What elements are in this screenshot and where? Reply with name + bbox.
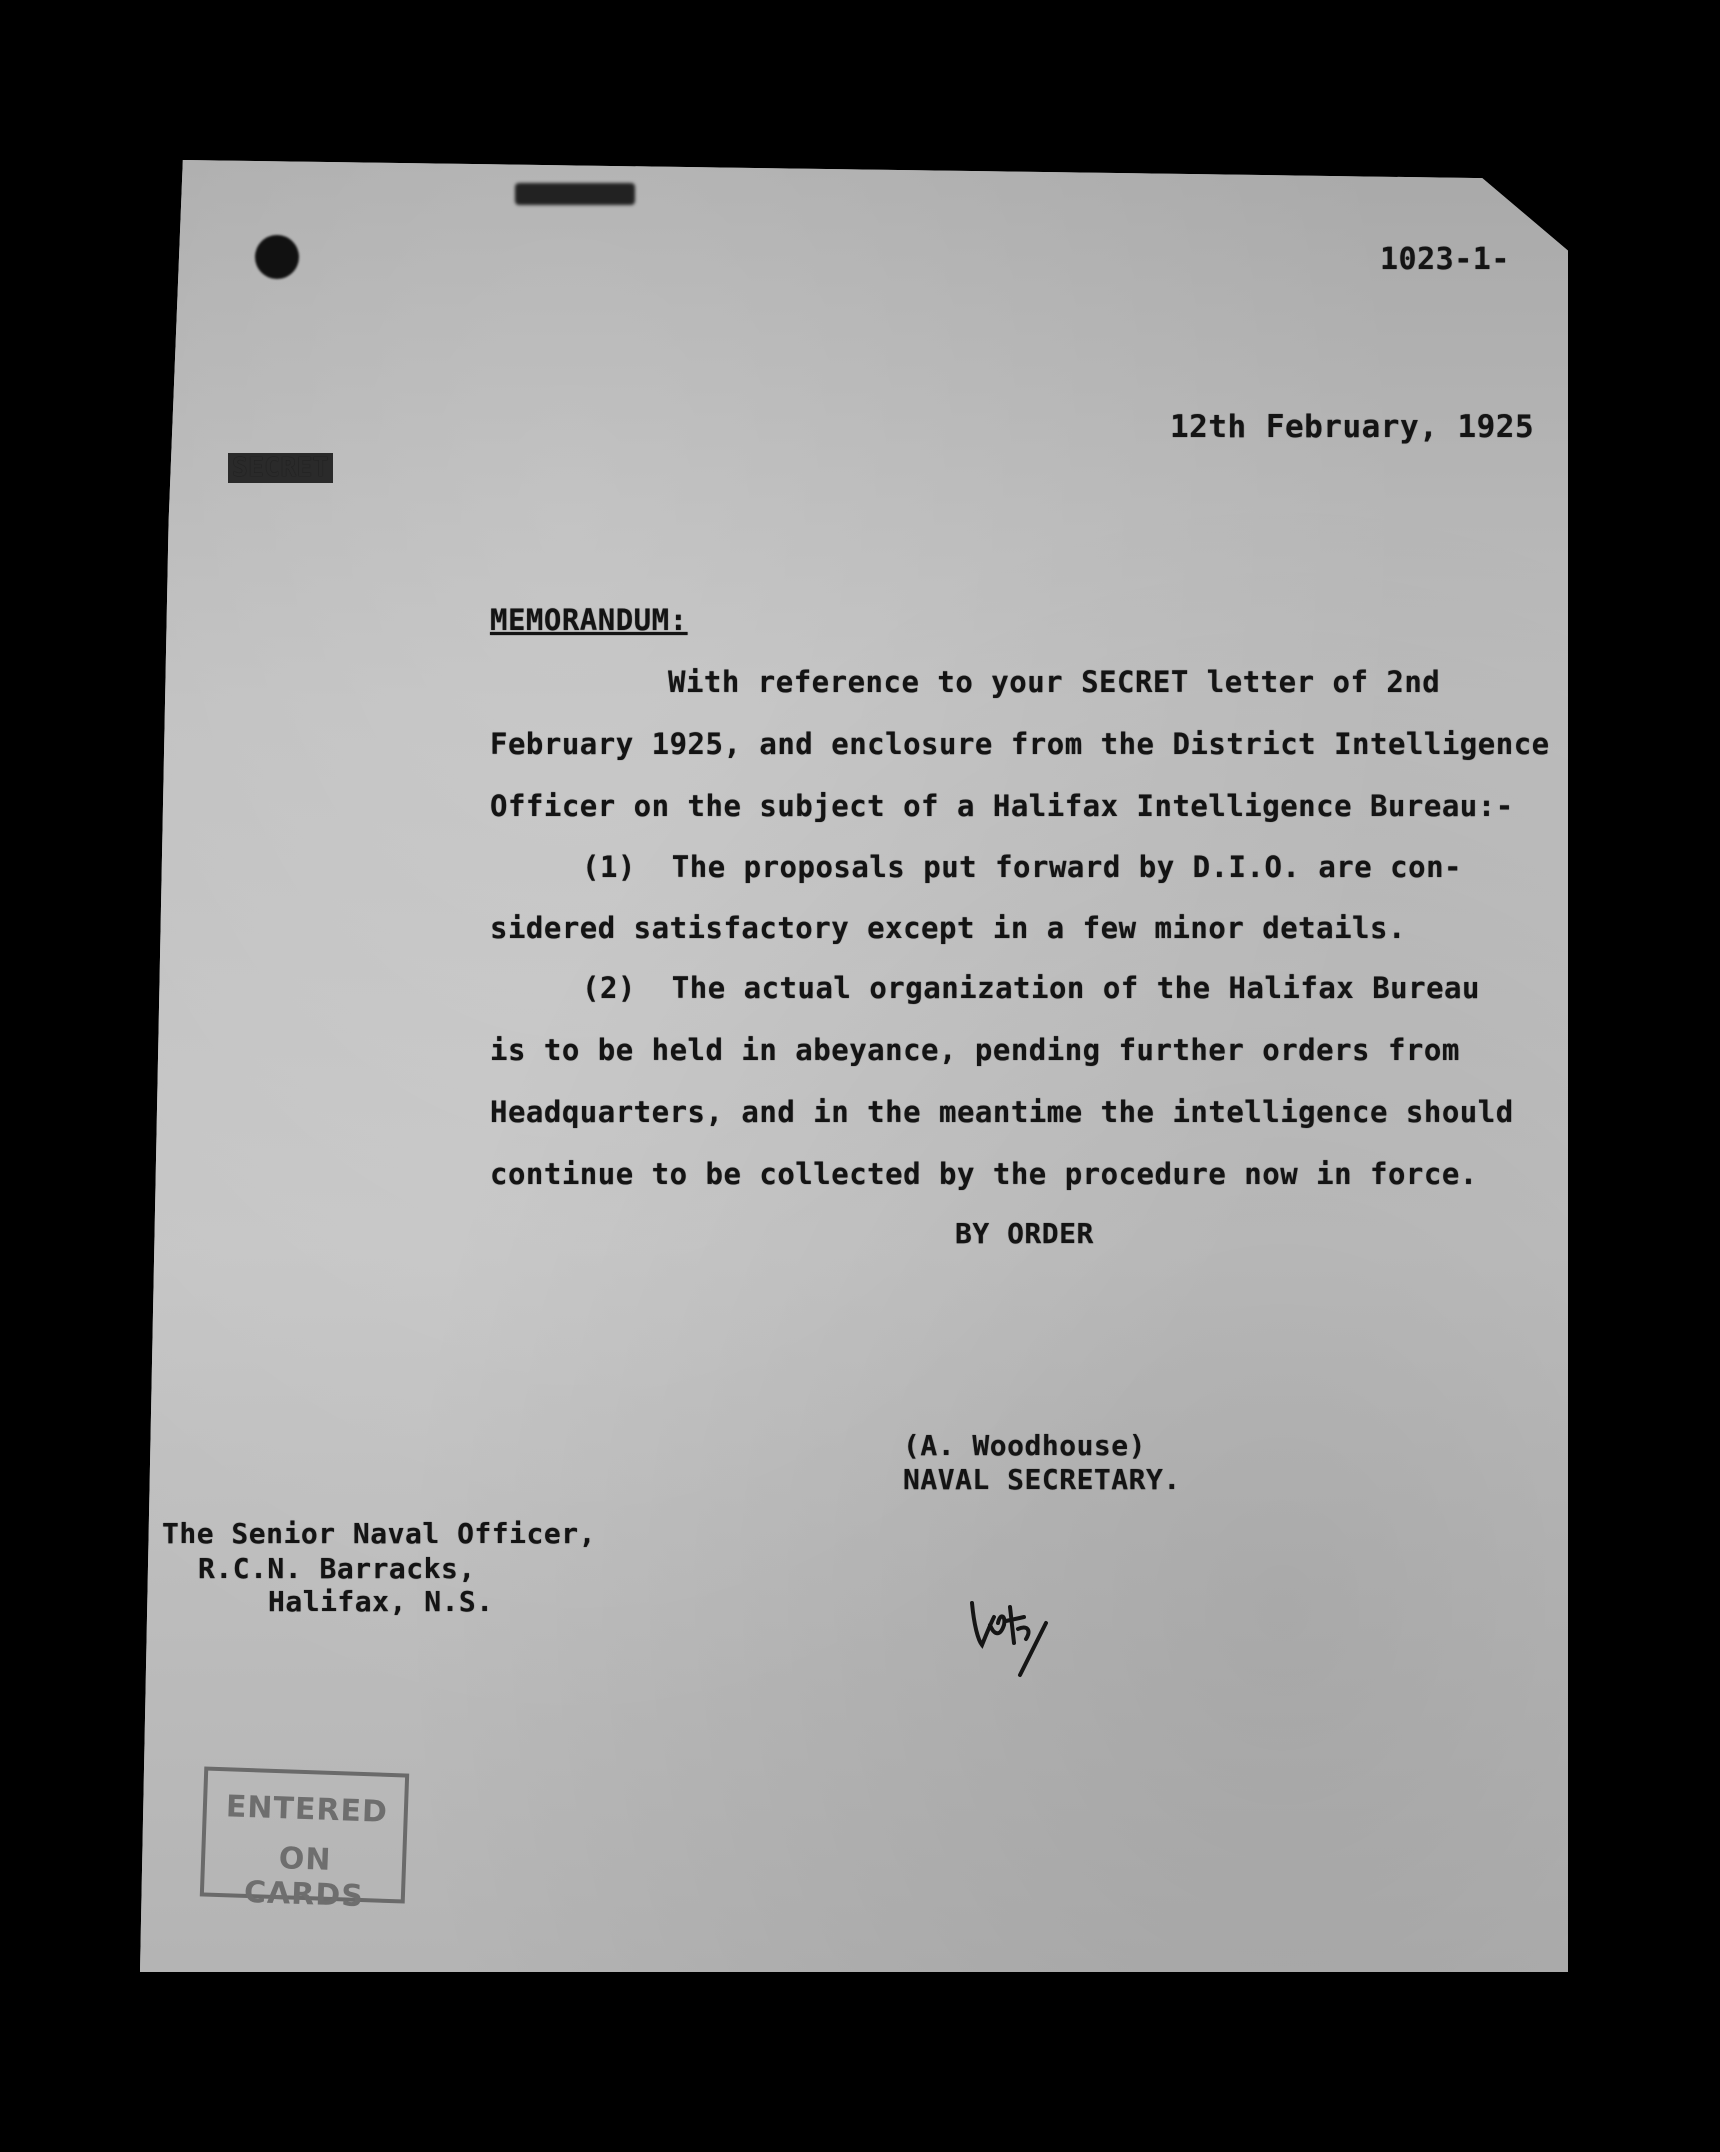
handwritten-initials bbox=[960, 1595, 1070, 1685]
memo-line-9: continue to be collected by the procedure now in force. bbox=[490, 1157, 1478, 1191]
memo-line-2: February 1925, and enclosure from the District Intelligence bbox=[490, 727, 1550, 761]
signatory-name: (A. Woodhouse) bbox=[903, 1429, 1147, 1462]
memo-line-6: (2) The actual organization of the Halifax Bureau bbox=[582, 971, 1480, 1005]
memo-line-3: Officer on the subject of a Halifax Intelligence Bureau:- bbox=[490, 789, 1514, 823]
addressee-line-2: R.C.N. Barracks, bbox=[198, 1552, 476, 1585]
classification-marking: SECRET bbox=[228, 453, 333, 483]
memo-line-5: sidered satisfactory except in a few minor details. bbox=[490, 911, 1406, 945]
memo-line-1: With reference to your SECRET letter of 2nd bbox=[668, 665, 1441, 699]
punch-hole bbox=[255, 235, 299, 279]
memo-line-4: (1) The proposals put forward by D.I.O. are con- bbox=[582, 850, 1463, 884]
memo-line-7: is to be held in abeyance, pending further orders from bbox=[490, 1033, 1460, 1067]
by-order: BY ORDER bbox=[955, 1217, 1094, 1250]
signatory-title: NAVAL SECRETARY. bbox=[903, 1463, 1181, 1496]
memo-line-8: Headquarters, and in the meantime the intelligence should bbox=[490, 1095, 1514, 1129]
addressee-line-1: The Senior Naval Officer, bbox=[162, 1517, 596, 1550]
file-number: 1023-1- bbox=[1380, 242, 1510, 277]
memo-date: 12th February, 1925 bbox=[1170, 409, 1535, 445]
memo-heading: MEMORANDUM: bbox=[490, 603, 688, 637]
entered-on-cards-stamp bbox=[200, 1766, 409, 1915]
stamp-line-1: ENTERED bbox=[225, 1789, 389, 1830]
redacted-top-mark bbox=[515, 183, 635, 205]
stamp-line-2: ON CARDS bbox=[243, 1841, 365, 1915]
addressee-line-3: Halifax, N.S. bbox=[268, 1585, 494, 1618]
